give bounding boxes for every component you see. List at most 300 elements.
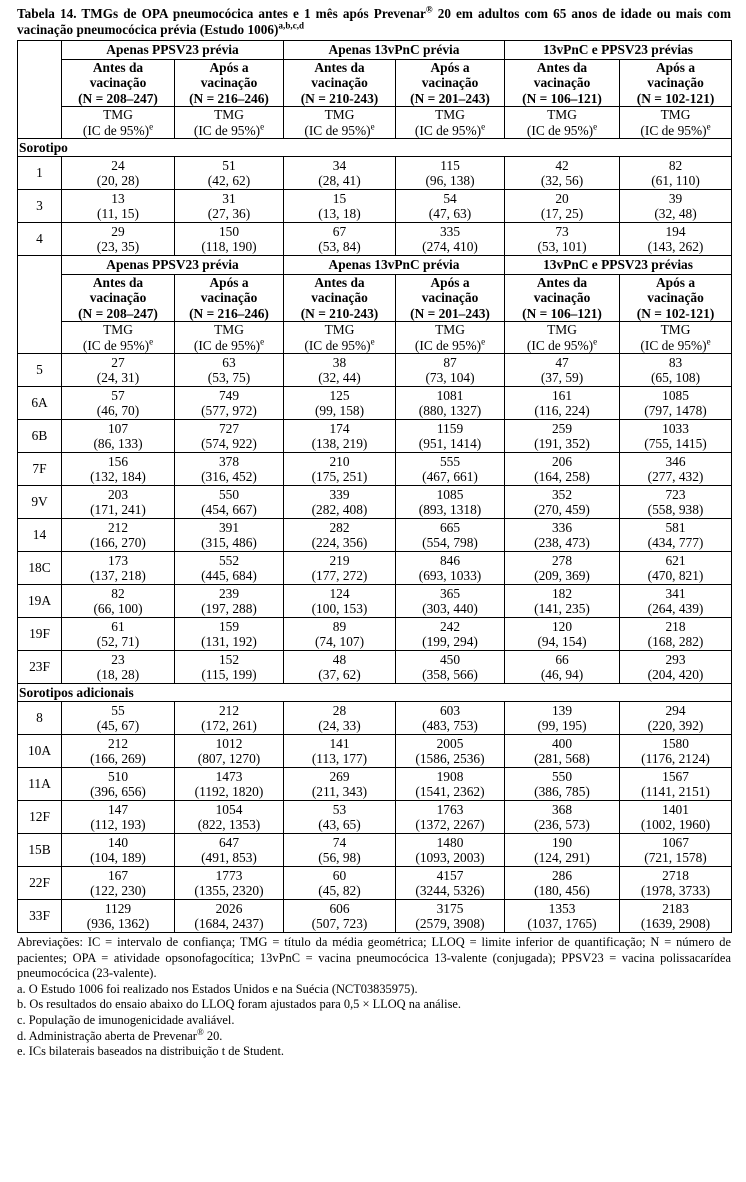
unit-ci-label: (IC de 95%) xyxy=(304,122,371,138)
gmt-cell xyxy=(62,900,175,933)
gmt-cell xyxy=(505,354,620,387)
footnote-abbreviations: Abreviações: IC = intervalo de confiança; TMG = título da média geométrica; LLOQ = limite inferior de quantificação; N = número de pacientes; OPA = atividade opsonofagocítica; 13vPnC = vacina pneumocócica 13-valente (conjugada); PPSV23 = vacina polissacarídea pneumocócica (23-valente). xyxy=(17,935,731,981)
footnote-d xyxy=(17,1026,731,1045)
sample-size: (N = 208–247) xyxy=(78,90,158,106)
gmt-value: 286 xyxy=(551,867,573,883)
gmt-ci: (721, 1578) xyxy=(644,850,707,866)
gmt-cell xyxy=(620,519,732,552)
timepoint-label-2: vacinação xyxy=(311,290,368,306)
gmt-value: 365 xyxy=(439,585,461,601)
gmt-cell xyxy=(62,453,175,486)
gmt-cell xyxy=(62,702,175,735)
gmt-cell xyxy=(620,735,732,768)
gmt-ci: (124, 291) xyxy=(534,850,590,866)
gmt-value: 124 xyxy=(329,585,350,601)
serotype-cell: 6B xyxy=(18,420,62,453)
gmt-ci: (100, 153) xyxy=(311,601,368,617)
unit-ci-label: (IC de 95%) xyxy=(193,337,261,353)
gmt-ci: (1093, 2003) xyxy=(415,850,485,866)
document-page xyxy=(17,6,731,1060)
unit-footnote-ref: e xyxy=(260,121,265,132)
gmt-value: 2005 xyxy=(436,735,464,751)
gmt-ci: (27, 36) xyxy=(207,206,251,222)
unit-header xyxy=(62,322,175,354)
gmt-ci: (270, 459) xyxy=(534,502,590,518)
gmt-value: 606 xyxy=(329,900,350,916)
gmt-ci: (137, 218) xyxy=(90,568,146,584)
gmt-ci: (46, 94) xyxy=(540,667,584,683)
gmt-ci: (1192, 1820) xyxy=(194,784,264,800)
gmt-value: 723 xyxy=(665,486,686,502)
gmt-cell xyxy=(175,519,284,552)
gmt-value: 140 xyxy=(107,834,129,850)
gmt-ci: (24, 33) xyxy=(318,718,361,734)
serotype-cell: 23F xyxy=(18,651,62,684)
gmt-value: 82 xyxy=(111,585,125,601)
gmt-value: 550 xyxy=(551,768,573,784)
gmt-cell xyxy=(175,651,284,684)
gmt-value: 1085 xyxy=(436,486,464,502)
gmt-cell xyxy=(505,618,620,651)
gmt-cell xyxy=(396,387,505,420)
gmt-ci: (277, 432) xyxy=(647,469,704,485)
timepoint-label: Após a xyxy=(430,60,470,75)
gmt-ci: (558, 938) xyxy=(647,502,704,518)
gmt-ci: (434, 777) xyxy=(647,535,704,551)
gmt-cell xyxy=(396,354,505,387)
table-row xyxy=(18,486,732,519)
table-row xyxy=(18,867,732,900)
gmt-cell xyxy=(396,834,505,867)
gmt-value: 194 xyxy=(665,223,686,239)
unit-header xyxy=(505,322,620,354)
gmt-cell xyxy=(505,453,620,486)
gmt-cell xyxy=(505,768,620,801)
footnote-d-suffix: 20. xyxy=(203,1028,223,1043)
gmt-ci: (880, 1327) xyxy=(418,403,482,419)
gmt-cell xyxy=(620,768,732,801)
gmt-cell xyxy=(620,453,732,486)
gmt-cell xyxy=(620,618,732,651)
footnote-a: a. O Estudo 1006 foi realizado nos Estados Unidos e na Suécia (NCT03835975). xyxy=(17,981,418,996)
gmt-cell xyxy=(175,702,284,735)
gmt-value: 2183 xyxy=(662,900,689,916)
gmt-ci: (807, 1270) xyxy=(197,751,261,767)
serotype-cell: 4 xyxy=(18,223,62,256)
unit-label: TMG xyxy=(660,322,691,338)
gmt-value: 603 xyxy=(439,702,461,718)
table-row xyxy=(18,223,732,256)
gmt-ci: (66, 100) xyxy=(93,601,143,617)
serotype-cell: 15B xyxy=(18,834,62,867)
timepoint-label-2: vacinação xyxy=(647,290,704,306)
serotype-cell: 18C xyxy=(18,552,62,585)
gmt-ci: (454, 667) xyxy=(201,502,257,518)
timepoint-label: Após a xyxy=(209,275,249,291)
gmt-ci: (11, 15) xyxy=(97,206,139,222)
gmt-ci: (554, 798) xyxy=(422,535,478,551)
unit-label: TMG xyxy=(103,107,133,123)
serotype-cell: 19A xyxy=(18,585,62,618)
gmt-ci: (358, 566) xyxy=(422,667,478,683)
timepoint-header xyxy=(175,60,284,107)
unit-label: TMG xyxy=(435,322,465,338)
gmt-cell xyxy=(396,552,505,585)
unit-label: TMG xyxy=(214,322,244,338)
serotype-cell: 12F xyxy=(18,801,62,834)
header-corner xyxy=(18,256,62,354)
table-row xyxy=(18,552,732,585)
gmt-value: 400 xyxy=(551,735,573,751)
gmt-cell xyxy=(505,801,620,834)
gmt-cell xyxy=(396,651,505,684)
gmt-value: 182 xyxy=(551,585,573,601)
gmt-value: 152 xyxy=(218,651,240,667)
gmt-value: 55 xyxy=(111,702,125,718)
gmt-cell xyxy=(284,735,396,768)
gmt-ci: (693, 1033) xyxy=(418,568,482,584)
gmt-cell xyxy=(396,585,505,618)
gmt-value: 336 xyxy=(551,519,573,535)
group-header: 13vPnC e PPSV23 prévias xyxy=(505,256,732,275)
gmt-ci: (99, 195) xyxy=(537,718,587,734)
gmt-ci: (166, 270) xyxy=(90,535,146,551)
group-header: Apenas PPSV23 prévia xyxy=(62,41,284,60)
gmt-ci: (1176, 2124) xyxy=(641,751,710,767)
gmt-value: 147 xyxy=(107,801,129,817)
gmt-cell xyxy=(396,223,505,256)
unit-label: TMG xyxy=(660,107,691,123)
gmt-value: 1908 xyxy=(436,768,464,784)
timepoint-header xyxy=(505,60,620,107)
section-label: Sorotipos adicionais xyxy=(18,684,732,702)
unit-footnote-ref: e xyxy=(260,336,265,347)
gmt-ci: (45, 67) xyxy=(96,718,140,734)
gmt-ci: (1684, 2437) xyxy=(194,916,264,932)
gmt-ci: (1037, 1765) xyxy=(527,916,597,932)
sample-size: (N = 216–246) xyxy=(189,90,269,106)
unit-footnote-ref: e xyxy=(481,336,486,347)
unit-header xyxy=(175,322,284,354)
unit-header xyxy=(284,107,396,139)
gmt-cell xyxy=(396,768,505,801)
gmt-value: 1567 xyxy=(662,768,689,784)
gmt-ci: (53, 75) xyxy=(207,370,251,386)
footnote-d-text: d. Administração aberta de Prevenar xyxy=(17,1028,197,1043)
gmt-cell xyxy=(175,157,284,190)
gmt-ci: (1002, 1960) xyxy=(640,817,711,833)
gmt-ci: (73, 104) xyxy=(425,370,475,386)
gmt-ci: (164, 258) xyxy=(534,469,590,485)
gmt-ci: (65, 108) xyxy=(650,370,701,386)
gmt-ci: (37, 62) xyxy=(318,667,361,683)
timepoint-label: Antes da xyxy=(536,275,588,291)
unit-footnote-ref: e xyxy=(706,336,711,347)
gmt-cell xyxy=(62,354,175,387)
gmt-value: 1480 xyxy=(436,834,464,850)
gmt-value: 120 xyxy=(551,618,573,634)
gmt-cell xyxy=(175,900,284,933)
gmt-cell xyxy=(284,834,396,867)
gmt-ci: (53, 101) xyxy=(537,239,587,255)
gmt-ci: (99, 158) xyxy=(314,403,365,419)
gmt-value: 278 xyxy=(551,552,573,568)
unit-ci-label: (IC de 95%) xyxy=(526,122,594,138)
gmt-cell xyxy=(620,157,732,190)
sample-size: (N = 210-243) xyxy=(300,90,379,106)
gmt-value: 239 xyxy=(218,585,240,601)
gmt-table xyxy=(17,40,732,933)
table-row xyxy=(18,190,732,223)
section-label: Sorotipo xyxy=(18,139,732,157)
gmt-cell xyxy=(505,900,620,933)
serotype-cell: 7F xyxy=(18,453,62,486)
gmt-value: 1159 xyxy=(436,420,464,436)
gmt-cell xyxy=(284,552,396,585)
gmt-value: 141 xyxy=(329,735,350,751)
gmt-cell xyxy=(175,453,284,486)
gmt-ci: (577, 972) xyxy=(201,403,257,419)
gmt-value: 39 xyxy=(668,190,683,206)
gmt-ci: (24, 31) xyxy=(96,370,140,386)
gmt-ci: (18, 28) xyxy=(96,667,140,683)
gmt-value: 581 xyxy=(665,519,686,535)
header-group-row xyxy=(18,256,732,275)
gmt-value: 83 xyxy=(668,354,683,370)
gmt-value: 335 xyxy=(439,223,461,239)
gmt-ci: (470, 821) xyxy=(647,568,704,584)
gmt-ci: (1541, 2362) xyxy=(415,784,485,800)
header-timepoint-row xyxy=(18,60,732,107)
gmt-cell xyxy=(505,651,620,684)
gmt-ci: (56, 98) xyxy=(318,850,361,866)
gmt-ci: (96, 138) xyxy=(425,173,475,189)
gmt-value: 4157 xyxy=(436,867,464,883)
gmt-ci: (264, 439) xyxy=(647,601,704,617)
gmt-ci: (115, 199) xyxy=(201,667,257,683)
gmt-value: 294 xyxy=(665,702,686,718)
gmt-ci: (104, 189) xyxy=(90,850,146,866)
footnote-d-registered-mark: ® xyxy=(196,1026,204,1037)
gmt-cell xyxy=(505,387,620,420)
gmt-cell xyxy=(284,354,396,387)
gmt-cell xyxy=(175,768,284,801)
gmt-cell xyxy=(620,190,732,223)
serotype-cell: 3 xyxy=(18,190,62,223)
unit-header xyxy=(396,107,505,139)
gmt-value: 73 xyxy=(555,223,569,239)
gmt-value: 89 xyxy=(332,618,347,634)
gmt-cell xyxy=(62,867,175,900)
gmt-ci: (204, 420) xyxy=(647,667,704,683)
gmt-cell xyxy=(62,651,175,684)
gmt-cell xyxy=(505,157,620,190)
gmt-ci: (175, 251) xyxy=(311,469,368,485)
table-row xyxy=(18,157,732,190)
gmt-cell xyxy=(396,618,505,651)
unit-footnote-ref: e xyxy=(593,336,598,347)
gmt-value: 555 xyxy=(439,453,461,469)
gmt-value: 846 xyxy=(439,552,461,568)
gmt-value: 450 xyxy=(439,651,461,667)
gmt-cell xyxy=(284,157,396,190)
serotype-cell: 9V xyxy=(18,486,62,519)
gmt-value: 28 xyxy=(332,702,347,718)
gmt-value: 212 xyxy=(107,519,129,535)
gmt-value: 212 xyxy=(218,702,240,718)
gmt-cell xyxy=(175,618,284,651)
unit-header xyxy=(396,322,505,354)
timepoint-header xyxy=(284,275,396,322)
gmt-ci: (1639, 2908) xyxy=(640,916,711,932)
timepoint-label: Após a xyxy=(209,60,249,75)
gmt-cell xyxy=(62,618,175,651)
gmt-cell xyxy=(284,420,396,453)
gmt-value: 206 xyxy=(551,453,573,469)
header-unit-row xyxy=(18,322,732,354)
gmt-cell xyxy=(284,801,396,834)
gmt-value: 293 xyxy=(665,651,686,667)
unit-ci-label: (IC de 95%) xyxy=(304,337,371,353)
table-row xyxy=(18,618,732,651)
gmt-cell xyxy=(284,387,396,420)
gmt-cell xyxy=(175,420,284,453)
gmt-ci: (822, 1353) xyxy=(197,817,261,833)
group-header: Apenas 13vPnC prévia xyxy=(284,256,505,275)
timepoint-header xyxy=(620,60,732,107)
gmt-ci: (116, 224) xyxy=(534,403,590,419)
title-footnote-refs: a,b,c,d xyxy=(278,20,305,31)
sample-size: (N = 106–121) xyxy=(522,305,602,321)
gmt-cell xyxy=(62,157,175,190)
gmt-ci: (199, 294) xyxy=(422,634,478,650)
gmt-value: 218 xyxy=(665,618,686,634)
gmt-ci: (1355, 2320) xyxy=(194,883,264,899)
gmt-ci: (166, 269) xyxy=(90,751,146,767)
timepoint-label-2: vacinação xyxy=(89,75,147,91)
serotype-cell: 14 xyxy=(18,519,62,552)
gmt-cell xyxy=(620,651,732,684)
gmt-value: 161 xyxy=(551,387,573,403)
gmt-value: 749 xyxy=(218,387,240,403)
gmt-cell xyxy=(284,486,396,519)
gmt-value: 74 xyxy=(332,834,347,850)
gmt-value: 1401 xyxy=(662,801,689,817)
gmt-cell xyxy=(62,420,175,453)
gmt-cell xyxy=(284,618,396,651)
gmt-cell xyxy=(284,867,396,900)
gmt-value: 1473 xyxy=(215,768,243,784)
gmt-cell xyxy=(505,702,620,735)
gmt-value: 1033 xyxy=(662,420,689,436)
unit-footnote-ref: e xyxy=(370,121,375,132)
gmt-cell xyxy=(62,387,175,420)
serotype-cell: 22F xyxy=(18,867,62,900)
gmt-cell xyxy=(284,768,396,801)
table-row xyxy=(18,834,732,867)
unit-header xyxy=(62,107,175,139)
timepoint-label: Após a xyxy=(655,60,696,75)
gmt-cell xyxy=(284,453,396,486)
gmt-ci: (168, 282) xyxy=(647,634,704,650)
timepoint-header xyxy=(62,275,175,322)
gmt-ci: (180, 456) xyxy=(534,883,590,899)
gmt-value: 1763 xyxy=(436,801,464,817)
table-row xyxy=(18,735,732,768)
gmt-ci: (131, 192) xyxy=(201,634,257,650)
gmt-ci: (20, 28) xyxy=(96,173,140,189)
gmt-value: 1085 xyxy=(662,387,689,403)
gmt-ci: (23, 35) xyxy=(96,239,140,255)
gmt-value: 63 xyxy=(222,354,236,370)
gmt-cell xyxy=(620,900,732,933)
sample-size: (N = 201–243) xyxy=(410,305,490,321)
timepoint-header xyxy=(620,275,732,322)
gmt-cell xyxy=(505,223,620,256)
gmt-value: 1129 xyxy=(104,900,132,916)
gmt-ci: (47, 63) xyxy=(428,206,472,222)
timepoint-header xyxy=(284,60,396,107)
gmt-value: 20 xyxy=(555,190,569,206)
gmt-cell xyxy=(175,486,284,519)
unit-header xyxy=(284,322,396,354)
gmt-cell xyxy=(505,519,620,552)
gmt-value: 1580 xyxy=(662,735,689,751)
gmt-value: 23 xyxy=(111,651,125,667)
gmt-cell xyxy=(505,190,620,223)
timepoint-header xyxy=(396,60,505,107)
gmt-ci: (17, 25) xyxy=(540,206,584,222)
gmt-ci: (42, 62) xyxy=(207,173,251,189)
serotype-cell: 11A xyxy=(18,768,62,801)
header-timepoint-row xyxy=(18,275,732,322)
unit-footnote-ref: e xyxy=(149,336,154,347)
table-row xyxy=(18,651,732,684)
timepoint-label: Antes da xyxy=(314,275,365,291)
unit-header xyxy=(620,107,732,139)
unit-footnote-ref: e xyxy=(706,121,711,132)
gmt-cell xyxy=(284,651,396,684)
gmt-cell xyxy=(175,354,284,387)
gmt-ci: (211, 343) xyxy=(311,784,368,800)
gmt-ci: (303, 440) xyxy=(422,601,478,617)
gmt-value: 665 xyxy=(439,519,461,535)
unit-header xyxy=(175,107,284,139)
unit-ci-label: (IC de 95%) xyxy=(640,122,707,138)
gmt-ci: (52, 71) xyxy=(96,634,140,650)
table-row xyxy=(18,519,732,552)
gmt-cell xyxy=(175,735,284,768)
gmt-value: 352 xyxy=(551,486,573,502)
gmt-ci: (112, 193) xyxy=(90,817,146,833)
gmt-value: 27 xyxy=(111,354,125,370)
sample-size: (N = 102-121) xyxy=(636,305,715,321)
gmt-value: 1067 xyxy=(662,834,689,850)
gmt-ci: (396, 656) xyxy=(90,784,146,800)
gmt-cell xyxy=(62,585,175,618)
table-title xyxy=(17,6,731,38)
table-row xyxy=(18,702,732,735)
unit-ci-label: (IC de 95%) xyxy=(82,337,150,353)
gmt-ci: (171, 241) xyxy=(90,502,146,518)
gmt-value: 115 xyxy=(440,157,460,173)
gmt-cell xyxy=(620,702,732,735)
gmt-cell xyxy=(396,735,505,768)
gmt-value: 282 xyxy=(329,519,350,535)
timepoint-label: Antes da xyxy=(92,275,144,291)
table-row xyxy=(18,420,732,453)
unit-label: TMG xyxy=(214,107,244,123)
